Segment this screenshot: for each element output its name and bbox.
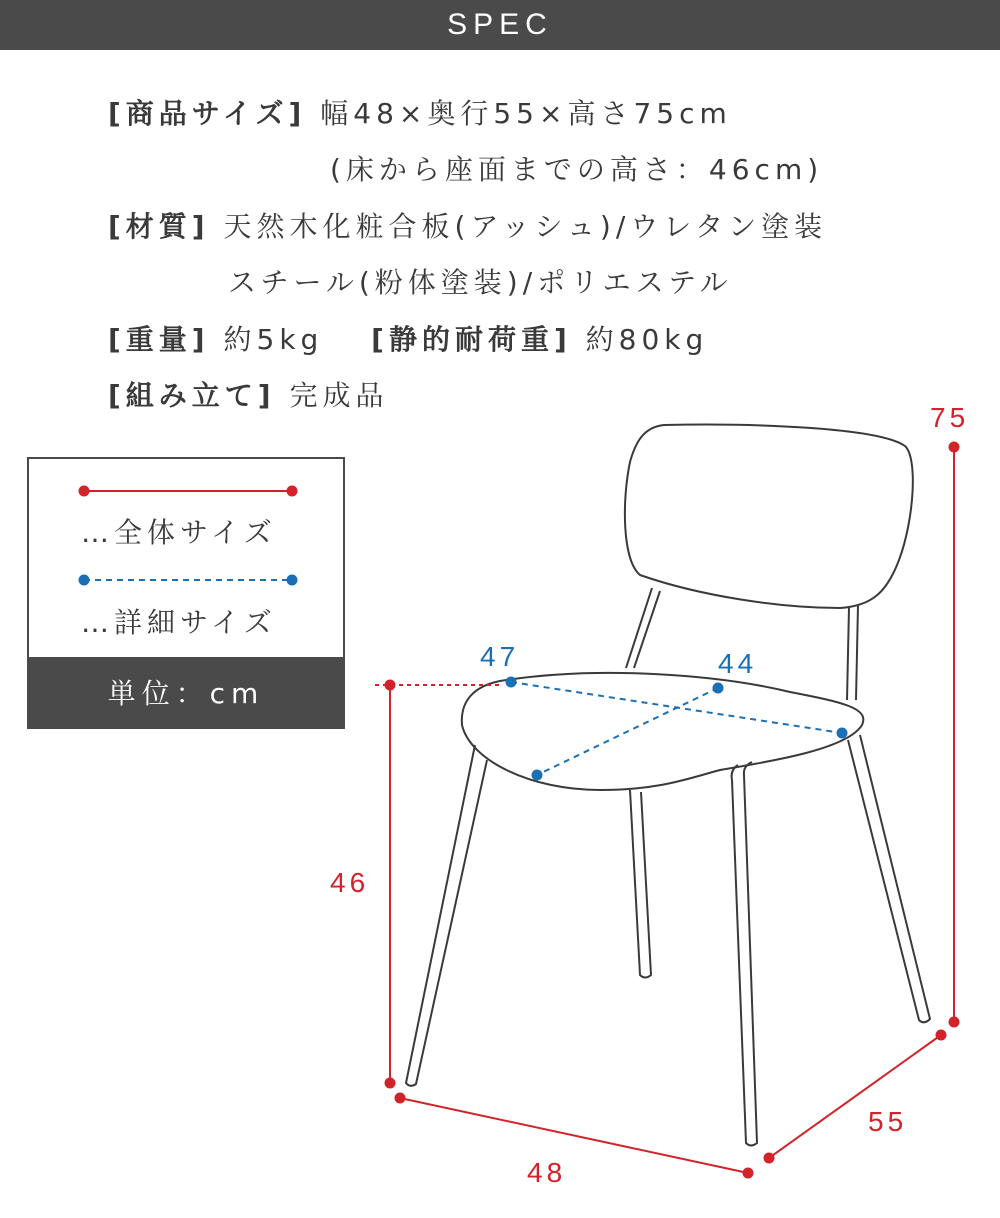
total-height-dot-top [949, 442, 960, 453]
legend-detail-label: …詳細サイズ [81, 606, 277, 639]
unit-label: 単位：cm [107, 677, 265, 710]
load-value: 約80kg [585, 323, 709, 356]
seat-width-value: 47 [480, 641, 520, 672]
load-label: [静的耐荷重] [371, 323, 572, 356]
seat-height-dot-bottom [385, 1078, 396, 1089]
chair-back-left-leg [630, 790, 651, 978]
overall-dimension-dots [385, 442, 960, 1179]
width-value: 48 [527, 1157, 567, 1188]
depth-value: 55 [868, 1106, 908, 1137]
assembly-value: 完成品 [289, 379, 389, 412]
chair-illustration [406, 425, 930, 1146]
legend-overall-label: …全体サイズ [81, 516, 277, 549]
material-value-1: 天然木化粧合板(アッシュ)/ウレタン塗装 [223, 210, 828, 243]
chair-back-post-right [856, 605, 858, 700]
weight-label: [重量] [108, 323, 210, 356]
detail-dimension-lines [511, 682, 842, 775]
chair-back-post-right-inner [847, 607, 849, 700]
header-title: SPEC [447, 8, 553, 41]
width-dot-left [395, 1093, 406, 1104]
chair-backrest [625, 425, 913, 608]
weight-value: 約5kg [223, 323, 324, 356]
material-value-2: スチール(粉体塗装)/ポリエステル [228, 266, 733, 299]
width-line [400, 1098, 748, 1173]
seat-depth-dot-end [532, 770, 543, 781]
depth-dot-back [936, 1030, 947, 1041]
chair-front-left-leg [406, 745, 487, 1086]
size-label: [商品サイズ] [108, 97, 307, 130]
total-height-value: 75 [930, 402, 970, 433]
depth-line [769, 1035, 941, 1158]
seat-height-dot-top [385, 680, 396, 691]
material-label: [材質] [108, 210, 210, 243]
size-value: 幅48×奥行55×高さ75cm [320, 97, 732, 130]
seat-depth-line [537, 688, 718, 775]
width-dot-right [743, 1168, 754, 1179]
depth-dot-front [764, 1153, 775, 1164]
chair-seat [462, 673, 864, 790]
assembly-label: [組み立て] [108, 379, 276, 412]
seat-height-value: 46 [330, 867, 370, 898]
chair-front-right-leg [732, 762, 757, 1146]
total-height-dot-bottom [949, 1017, 960, 1028]
seat-width-dot-end [837, 728, 848, 739]
seat-depth-dot-start [713, 683, 724, 694]
seat-height-note: (床から座面までの高さ：46cm) [330, 153, 824, 186]
seat-width-dot-start [506, 677, 517, 688]
chair-back-right-leg [848, 735, 930, 1022]
seat-depth-value: 44 [718, 648, 758, 679]
